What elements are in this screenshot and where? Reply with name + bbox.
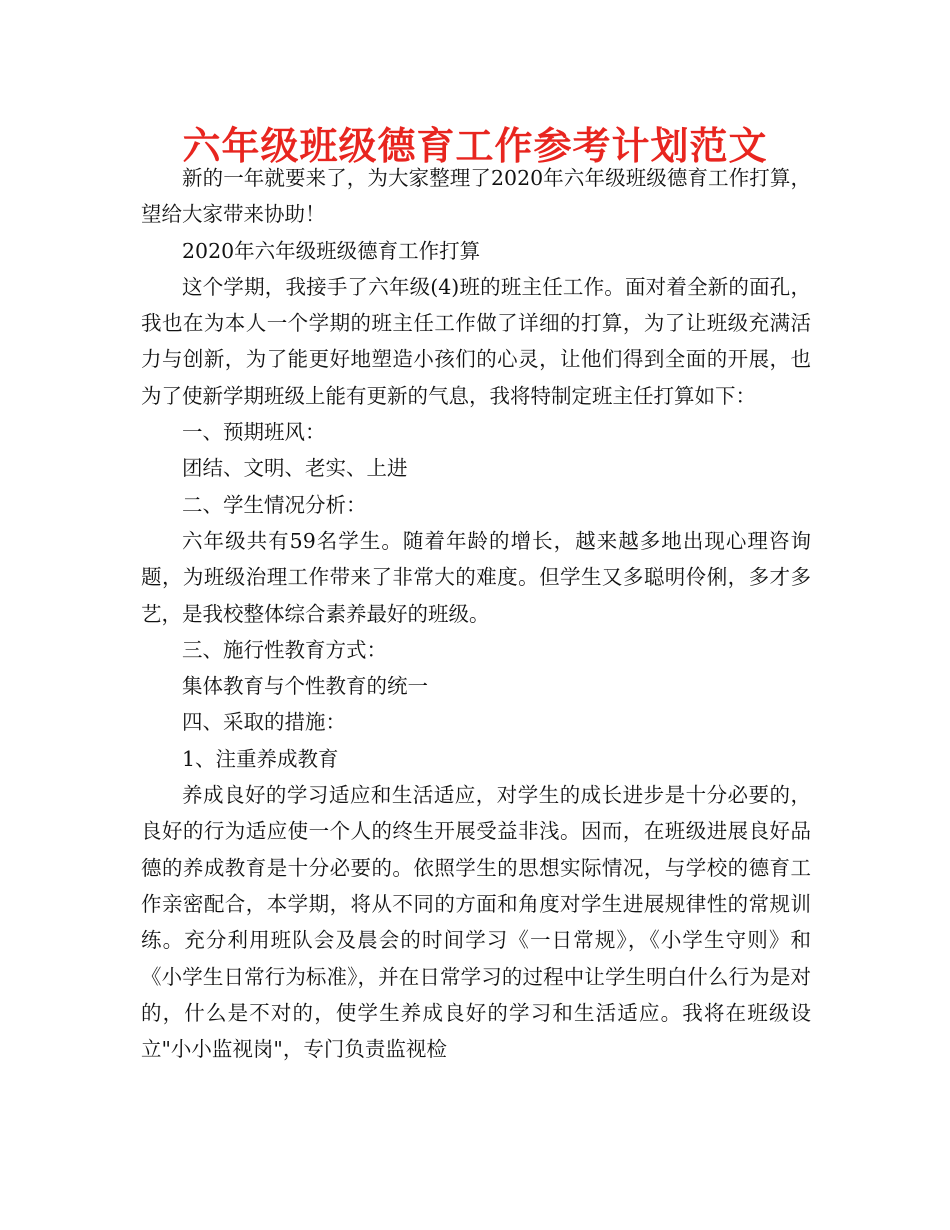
paragraph-subtitle: 2020年六年级班级德育工作打算 bbox=[182, 238, 481, 263]
paragraph-overview: 这个学期，我接手了六年级(4)班的班主任工作。面对着全新的面孔，我也在为本人一个学期的班主任工作做了详细的打算，为了让班级充满活力与创新，为了能更好地塑造小孩们的心灵，让他们得到全面的开展，也为了使新学期班级上能有更新的气息，我将特制定班主任打算如下： bbox=[141, 274, 811, 408]
paragraph-habit-education: 养成良好的学习适应和生活适应，对学生的成长进步是十分必要的，良好的行为适应使一个人的终生开展受益非浅。因而，在班级进展良好品德的养成教育是十分必要的。依照学生的思想实际情况，与学校的德育工作亲密配合，本学期，将从不同的方面和角度对学生进展规律性的常规训练。充分利用班队会及晨会的时间学习《一日常规》，《小学生守则》和《小学生日常行为标准》，并在日常学习的过程中让学生明白什么行为是对的，什么是不对的，使学生养成良好的学习和生活适应。我将在班级设立"小小监视岗"，专门负责监视检 bbox=[141, 783, 811, 1062]
section-heading-student-analysis: 二、学生情况分析： bbox=[182, 492, 367, 517]
document-body bbox=[141, 160, 811, 1067]
subheading-habit-education: 1、注重养成教育 bbox=[182, 746, 339, 771]
paragraph-student-analysis: 六年级共有59名学生。随着年龄的增长，越来越多地出现心理咨询题，为班级治理工作带来了非常大的难度。但学生又多聪明伶俐，多才多艺，是我校整体综合素养最好的班级。 bbox=[141, 528, 811, 626]
document-title: 六年级班级德育工作参考计划范文 bbox=[182, 124, 768, 168]
paragraph-class-style: 团结、文明、老实、上进 bbox=[182, 456, 408, 481]
paragraph-education-method: 集体教育与个性教育的统一 bbox=[182, 674, 428, 699]
section-heading-class-style: 一、预期班风： bbox=[182, 420, 326, 445]
section-heading-measures: 四、采取的措施： bbox=[182, 710, 346, 735]
paragraph-intro: 新的一年就要来了，为大家整理了2020年六年级班级德育工作打算，望给大家带来协助！ bbox=[141, 166, 811, 227]
section-heading-education-method: 三、施行性教育方式： bbox=[182, 637, 387, 662]
